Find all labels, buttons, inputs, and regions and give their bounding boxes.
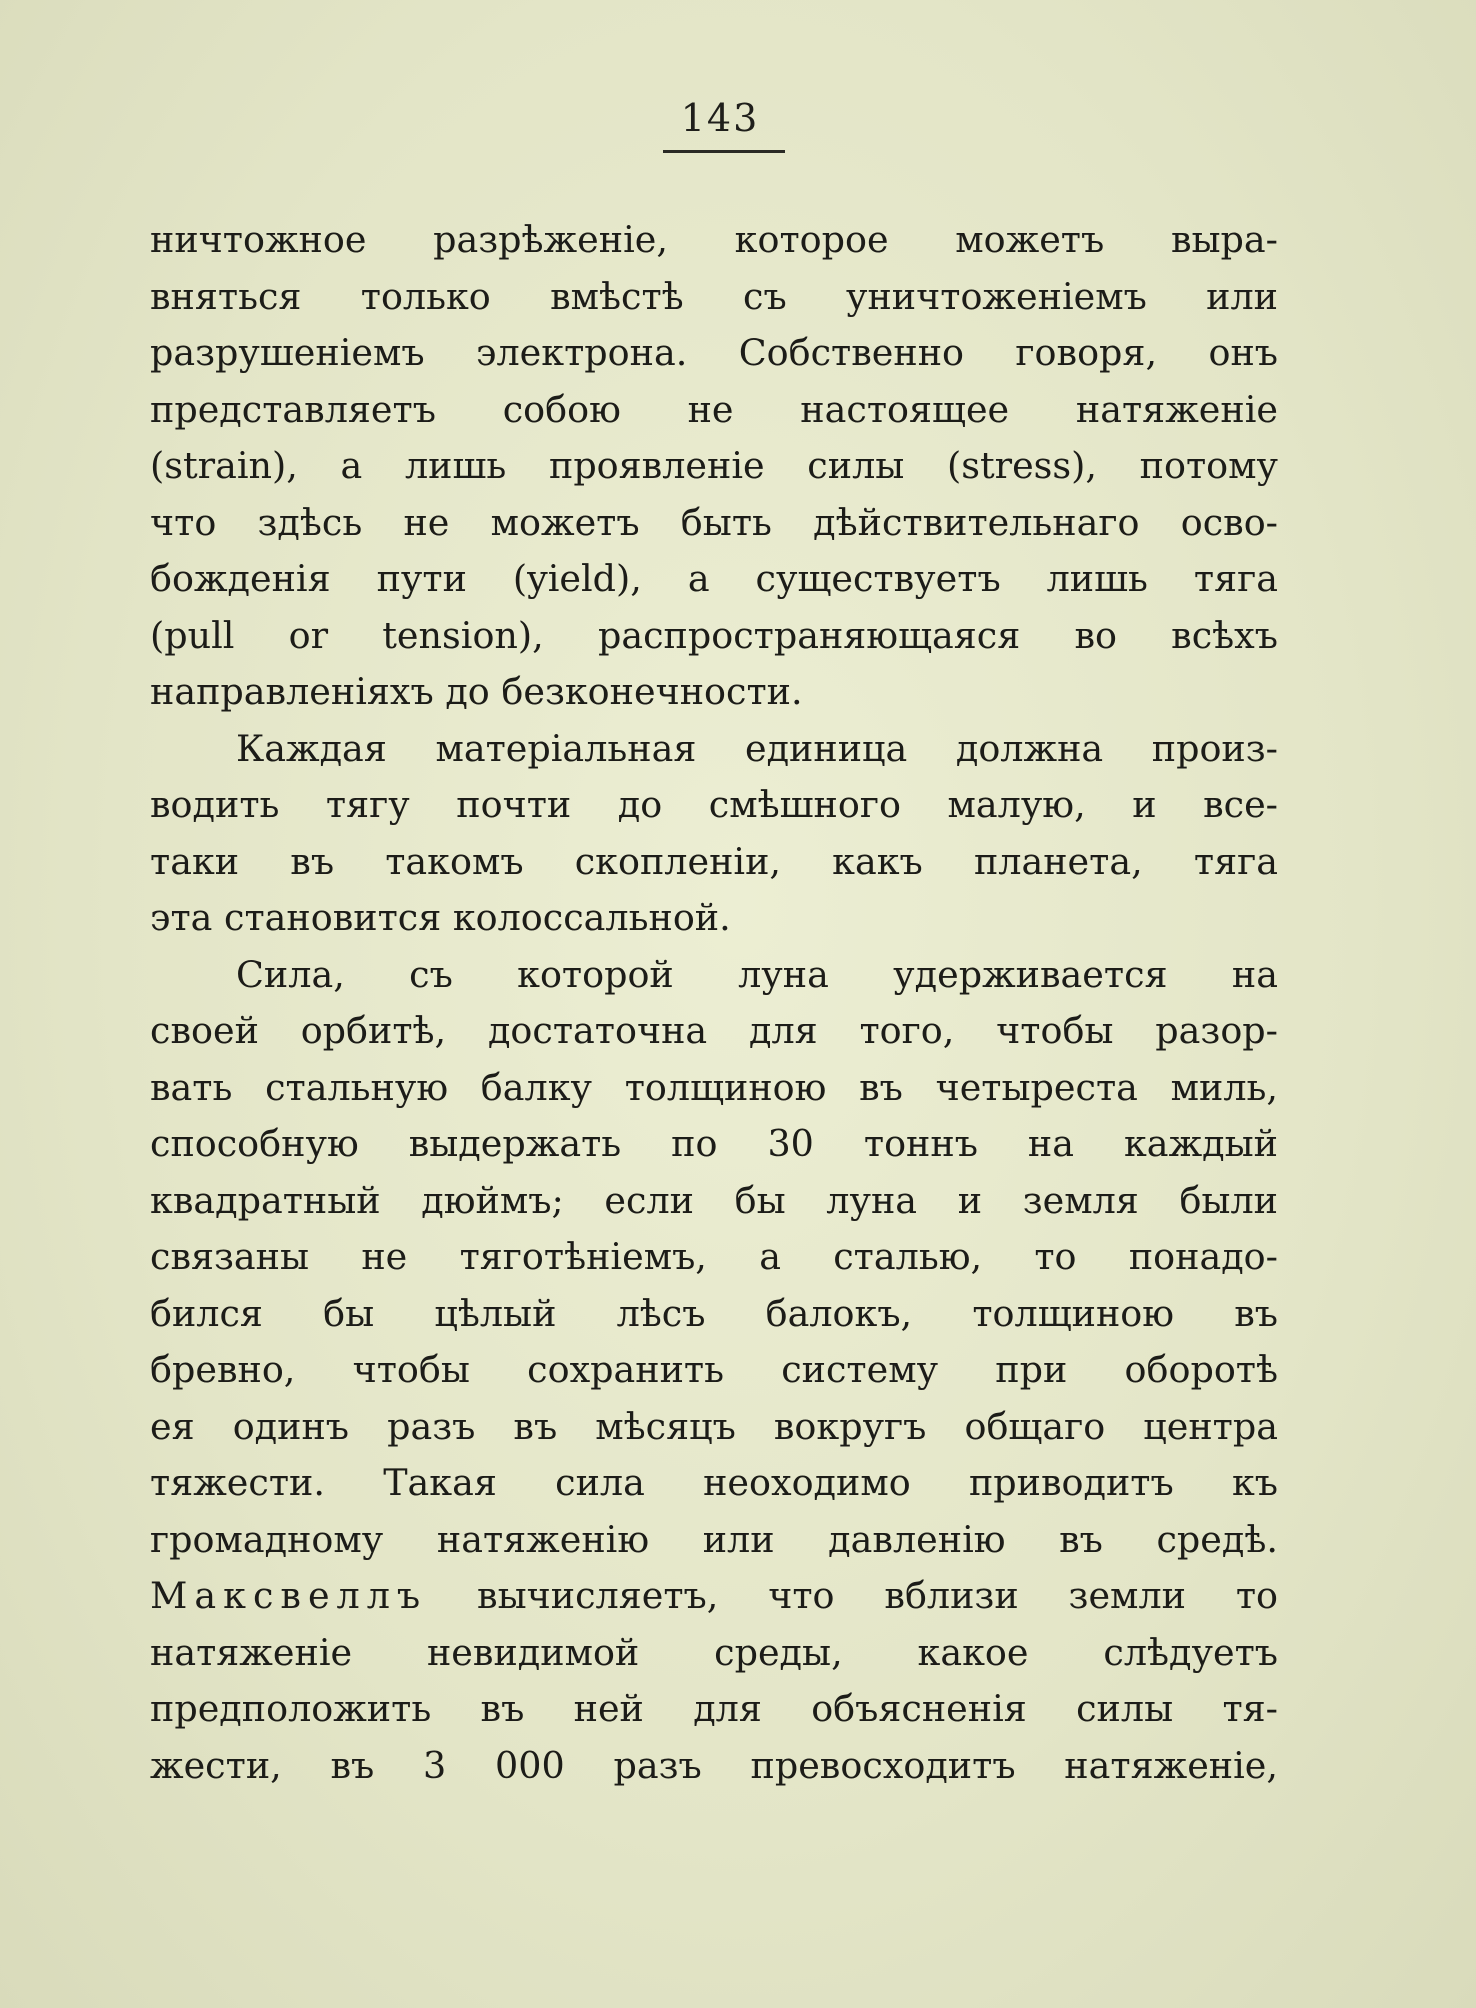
text-line: квадратный дюймъ; если бы луна и земля были <box>150 1178 1278 1222</box>
text-line: бревно, чтобы сохранить систему при оборотѣ <box>150 1348 1278 1391</box>
author-name-spaced: Максвеллъ <box>150 1574 428 1617</box>
text-line: вняться только вмѣстѣ съ уничтоженіемъ или <box>150 274 1278 318</box>
text-line: связаны не тяготѣніемъ, а сталью, то понадо- <box>150 1235 1278 1278</box>
text-line: бился бы цѣлый лѣсъ балокъ, толщиною въ <box>150 1291 1278 1335</box>
text-line: божденія пути (yield), а существуетъ лишь тяга <box>150 557 1278 600</box>
text-line: водить тягу почти до смѣшного малую, и все- <box>150 783 1278 826</box>
text-line: направленіяхъ до безконечности. <box>150 670 803 713</box>
text-line: представляетъ собою не настоящее натяженіе <box>150 387 1278 431</box>
page-number: 143 <box>680 96 760 140</box>
text-line: ничтожное разрѣженіе, которое можетъ выра- <box>150 218 1278 261</box>
text-line: что здѣсь не можетъ быть дѣйствительнаго осво- <box>150 500 1278 544</box>
text-line: ея одинъ разъ въ мѣсяцъ вокругъ общаго центра <box>150 1404 1278 1448</box>
text-line: своей орбитѣ, достаточна для того, чтобы разор- <box>150 1009 1278 1052</box>
text-line: (strain), а лишь проявленіе силы (stress), потому <box>150 444 1278 487</box>
text-line: (pull or tension), распространяющаяся во всѣхъ <box>150 613 1278 657</box>
text-line: разрушеніемъ электрона. Собственно говоря, онъ <box>150 331 1278 374</box>
text-line: способную выдержать по 30 тоннъ на каждый <box>150 1122 1278 1165</box>
text-line: эта становится колоссальной. <box>150 896 731 939</box>
text-line-rest: вычисляетъ, что вблизи земли то <box>427 1574 1278 1617</box>
text-line: натяженіе невидимой среды, какое слѣдуетъ <box>150 1630 1278 1674</box>
text-line: Каждая матеріальная единица должна произ- <box>236 726 1278 770</box>
text-line: таки въ такомъ скопленіи, какъ планета, тяга <box>150 839 1278 883</box>
text-line: вать стальную балку толщиною въ четыреста миль, <box>150 1065 1278 1109</box>
text-line: тяжести. Такая сила неоходимо приводитъ къ <box>150 1461 1278 1504</box>
text-line <box>150 1568 1278 1625</box>
text-line: предположить въ ней для объясненія силы тя- <box>150 1687 1278 1730</box>
page-number-rule <box>663 150 785 153</box>
text-line: громадному натяженію или давленію въ средѣ. <box>150 1517 1278 1561</box>
text-line: Сила, съ которой луна удерживается на <box>236 952 1278 996</box>
text-line: жести, въ 3 000 разъ превосходитъ натяженіе, <box>150 1743 1278 1787</box>
body-text <box>150 212 1278 1794</box>
